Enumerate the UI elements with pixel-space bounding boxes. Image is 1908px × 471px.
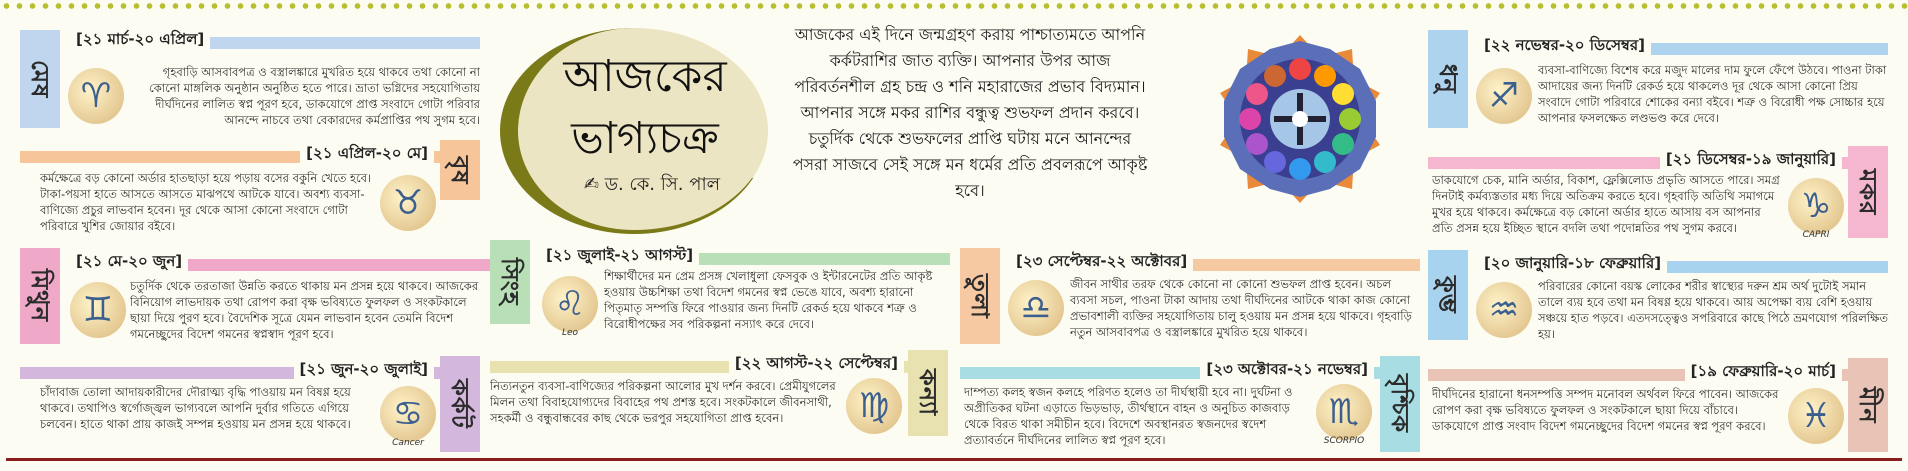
horoscope-text-karkat: চাঁদাবাজ তোলা আদায়কারীদের দৌরাত্ম্য বৃদ্ধি পাওয়ায় মন বিষণ্ণ হয়ে থাকবে। তথাপিও স্বর্গোজ্জ্বল ভাগ্যবলে আপনি দুর্বার গতিতে এগিয়ে চলবেন। হাতে থাকা প্রায় কাজই সম্পন্ন হওয়ায় মন প্রসন্ন হয়ে থাকবে।: [40, 385, 351, 431]
sign-label-singha: সিংহ: [490, 240, 530, 324]
cancer-icon: ♋ Cancer: [380, 386, 436, 442]
sign-label-brish: বৃষ: [440, 140, 480, 200]
date-range-karkat: [২১ জুন-২০ জুলাই]: [294, 358, 435, 383]
date-range-dhanu: [২২ নভেম্বর-২০ ডিসেম্বর]: [1478, 34, 1651, 59]
sign-label-kanya: কন্যা: [908, 350, 948, 436]
horoscope-text-makar: ডাকযোগে চেক, মানি অর্ডার, বিকাশ, ফ্লেক্সিলোড প্রভৃতি আসতে পারে। সমগ্র দিনটাই কর্মব্যস্ততার মধ্য দিয়ে অতিক্রম করতে হবে। গৃহবাড়ি অতিথি সমাগমে মুখর হয়ে থাকবে। কর্মক্ষেত্রে বড় কোনো অর্ডার হাতে আসায় বস আপনার প্রতি প্রসন্ন হয়ে ইচ্ছিত স্থানে বদলি তথা পদোন্নতির পথ সুগম করবে।: [1432, 173, 1780, 235]
sign-label-karkat: কর্কট: [440, 356, 480, 452]
header-kanya: [490, 350, 910, 378]
scorpio-icon: ♏ SCORPIO: [1316, 384, 1372, 440]
horoscope-text-meen: দীর্ঘদিনের হারানো ধনসম্পত্তি সম্পদ মনোবল অর্থবল ফিরে পাবেন। আজকের রোপণ করা বৃক্ষ ভবিষ্যতে ফুলফল ও সংকটকালে ছায়া দিয়ে বাঁচাবে। ডাকযোগে প্রাপ্ত সংবাদ বিদেশ গমনেচ্ছুদের বিদেশ গমনের স্বপ্ন পূরণ করবে।: [1432, 387, 1779, 433]
header-meen: [1428, 358, 1848, 386]
horoscope-text-kanya: নিত্যনতুন ব্যবসা-বাণিজ্যের পরিকল্পনা আলোর মুখ দর্শন করবে। প্রেমীযুগলের মিলন তথা বিবাহযোগ্যদের বিবাহের পথ প্রশস্ত হবে। সংকটকালে জীবনসাথী, সহকর্মী ও বন্ধুবান্ধবের কাছ থেকে ভরপুর সহযোগিতা প্রাপ্ত হবেন।: [490, 379, 836, 425]
date-range-mesh: [২১ মার্চ-২০ এপ্রিল]: [70, 28, 210, 53]
horoscope-text-dhanu: ব্যবসা-বাণিজ্যে বিশেষ করে মজুদ মালের দাম ফুলে ফেঁপে উঠবে। পাওনা টাকা আদায়ের জন্য দিনটি রেকর্ড হয়ে থাকলেও দূর থেকে আসা কোনো প্রিয় সংবাদে গোটা পরিবারে শোকের বন্যা বইবে। শত্রু ও বিরোধী পক্ষ সোচ্চার হয়ে আপনার ফসলক্ষেত লণ্ডভণ্ড করে দেবে।: [1538, 63, 1887, 125]
author-byline: ✍ ড. কে. সি. পাল: [583, 174, 721, 195]
date-range-mithun: [২১ মে-২০ জুন]: [70, 250, 188, 275]
horoscope-text-mithun: চতুর্দিক থেকে তরতাজা উন্নতি করতে থাকায় মন প্রসন্ন হয়ে থাকবে। আজকের বিনিয়োগ লাভদায়ক তথা রোপণ করা বৃক্ষ ভবিষ্যতে ফুলফল ও সংকটকালে ছায়া দিয়ে পুরণ হবে। বৈদেশিক সূত্রে যেমন লাভবান হবেন তেমনি বিদেশ গমনেচ্ছুদের বিদেশ গমনের স্বপ্নস্বাদ পূরণ হবে।: [130, 279, 479, 341]
date-range-brishchik: [২৩ অক্টোবর-২১ নভেম্বর]: [1200, 358, 1374, 383]
gemini-icon: ♊: [70, 282, 126, 338]
sign-label-tula: তুলা: [960, 248, 1000, 344]
header-brish: [20, 140, 440, 168]
header-brishchik: [960, 356, 1380, 384]
date-range-meen: [১৯ ফেব্রুয়ারি-২০ মার্চ]: [1685, 360, 1842, 385]
header-mithun: [70, 248, 490, 276]
aquarius-icon: ♒: [1476, 282, 1532, 338]
horoscope-text-mesh: গৃহবাড়ি আসবাবপত্র ও বস্ত্রালঙ্কারে মুখরিত হয়ে থাকবে তথা কোনো না কোনো মাঙ্গলিক অনুষ্ঠান অনুষ্ঠিত হতে পারে। ভ্রাতা ভগ্নিদের সহযোগিতায় দীর্ঘদিনের লালিত স্বপ্ন পূরণ হবে, ডাকযোগে প্রাপ্ত সংবাদে গোটা পরিবার আনন্দে নাচবে তথা বেকারদের কর্মপ্রাপ্তির পথ সুগম হবে।: [149, 65, 480, 127]
horoscope-text-tula: জীবন সাথীর তরফ থেকে কোনো না কোনো শুভফল প্রাপ্ত হবেন। অচল ব্যবসা সচল, পাওনা টাকা আদায় তথা দীর্ঘদিনের আটকে থাকা কাজ কোনো প্রভাবশালী ব্যক্তির সহযোগিতায় চালু হওয়ায় মন প্রসন্ন হয়ে থাকবে। গৃহবাড়ি নতুন আসবাবপত্র ও বস্ত্রালঙ্কারে মুখরিত হয়ে থাকবে।: [1070, 277, 1412, 339]
header-tula: [1010, 248, 1420, 276]
horoscope-text-brishchik: দাম্পত্য কলহ স্বজন কলহে পরিণত হলেও তা দীর্ঘস্থায়ী হবে না। দুর্ঘটনা ও অপ্রীতিকর ঘটনা এড়াতে ভিড়ভাড়, তীর্থস্থানে বাহন ও অনুচিত কাজবাড় থেকে বিরত থাকা সমীচীন হবে। বিদেশে অবস্থানরত স্বজনদের স্বদেশ প্রত্যাবর্তনে দীর্ঘদিনের লালিত স্বপ্ন পূরণ হবে।: [964, 385, 1293, 447]
sign-label-mesh: মেষ: [20, 30, 60, 128]
header-karkat: [20, 356, 440, 384]
capricorn-icon: ♑ CAPRI: [1788, 178, 1844, 234]
page-title: আজকের ভাগ্যচক্র: [563, 51, 727, 164]
sign-label-makar: মকর: [1848, 146, 1888, 238]
date-range-brish: [২১ এপ্রিল-২০ মে]: [300, 142, 434, 167]
date-range-tula: [২৩ সেপ্টেম্বর-২২ অক্টোবর]: [1010, 250, 1193, 275]
header-singha: [540, 242, 950, 270]
sign-label-meen: মীন: [1848, 358, 1888, 452]
header-mesh: [70, 26, 480, 54]
leo-icon: ♌ Leo: [542, 276, 598, 332]
date-range-makar: [২১ ডিসেম্বর-১৯ জানুয়ারি]: [1660, 148, 1842, 173]
horoscope-text-kumbha: পরিবারের কোনো বয়স্ক লোকের শরীর স্বাস্থ্যের দরুন শ্রম অর্থ দুটোই সমান তালে ব্যয় হবে তথা মন বিষণ্ণ হয়ে থাকবে। আয় অপেক্ষা ব্যয় বেশি হওয়ায় সঞ্চয়ে হাত পড়বে। এতদসত্ত্বেও সপরিবারে কাছে পিঠে ভ্রমণযোগ পরিলক্ষিত হয়।: [1538, 279, 1889, 341]
pisces-icon: ♓: [1788, 388, 1844, 444]
sign-label-mithun: মিথুন: [20, 248, 60, 344]
virgo-icon: ♍: [846, 378, 902, 434]
zodiac-wheel-illustration: [1215, 34, 1385, 204]
date-range-singha: [২১ জুলাই-২১ আগস্ট]: [540, 244, 699, 269]
sagittarius-icon: ♐: [1476, 68, 1532, 124]
top-dotted-border: [0, 2, 1908, 10]
taurus-icon: ♉: [380, 175, 436, 231]
sign-label-brishchik: বৃশ্চিক: [1380, 356, 1420, 452]
horoscope-text-singha: শিক্ষার্থীদের মন প্রেম প্রসঙ্গ খেলাধুলা ফেসবুক ও ইন্টারনেটের প্রতি আকৃষ্ট হওয়ায় উচ্চশিক্ষা তথা বিদেশ গমনের স্বপ্ন ভেঙে যাবে, অবশ্য হারানো পিতৃমাতৃ সম্পত্তি ফিরে পাওয়ার জন্য দিনটি রেকর্ড হয়ে থাকবে শত্রু ও বিরোধীপক্ষের সব পরিকল্পনা নস্যাৎ করে দেবে।: [604, 269, 933, 331]
date-range-kanya: [২২ আগস্ট-২২ সেপ্টেম্বর]: [729, 352, 904, 377]
intro-paragraph: আজকের এই দিনে জন্মগ্রহণ করায় পাশ্চাত্যমতে আপনি কর্কটরাশির জাত ব্যক্তি। আপনার উপর আজ পরিবর্তনশীল গ্রহ চন্দ্র ও শনি মহারাজের প্রভাব বিদ্যমান। আপনার সঙ্গে মকর রাশির বন্ধুত্ব শুভফল প্রদান করবে। চতুর্দিক থেকে শুভফলের প্রাপ্তি ঘটায় মনে আনন্দের পসরা সাজবে সেই সঙ্গে মন ধর্মের প্রতি প্রবলরূপে আকৃষ্ট হবে।: [792, 25, 1148, 200]
header-makar: [1428, 146, 1848, 174]
horoscope-text-brish: কর্মক্ষেত্রে বড় কোনো অর্ডার হাতছাড়া হয়ে পড়ায় বসের বকুনি খেতে হবে। টাকা-পয়সা হাতে আসতে আসতে মাঝপথে আটকে যাবে। অবশ্য ব্যবসা-বাণিজ্যে প্রচুর লাভবান হবেন। দূর থেকে আসা কোনো সংবাদে গোটা পরিবারে খুশির জোয়ার বইবে।: [40, 171, 372, 233]
libra-icon: ♎: [1008, 280, 1064, 336]
sign-label-kumbha: কুম্ভ: [1428, 250, 1468, 340]
header-kumbha: [1478, 250, 1888, 278]
aries-icon: ♈: [68, 68, 124, 124]
sign-label-dhanu: ধনু: [1428, 30, 1468, 128]
header-dhanu: [1478, 32, 1888, 60]
bottom-rule: [6, 458, 1902, 461]
date-range-kumbha: [২০ জানুয়ারি-১৮ ফেব্রুয়ারি]: [1478, 252, 1667, 277]
